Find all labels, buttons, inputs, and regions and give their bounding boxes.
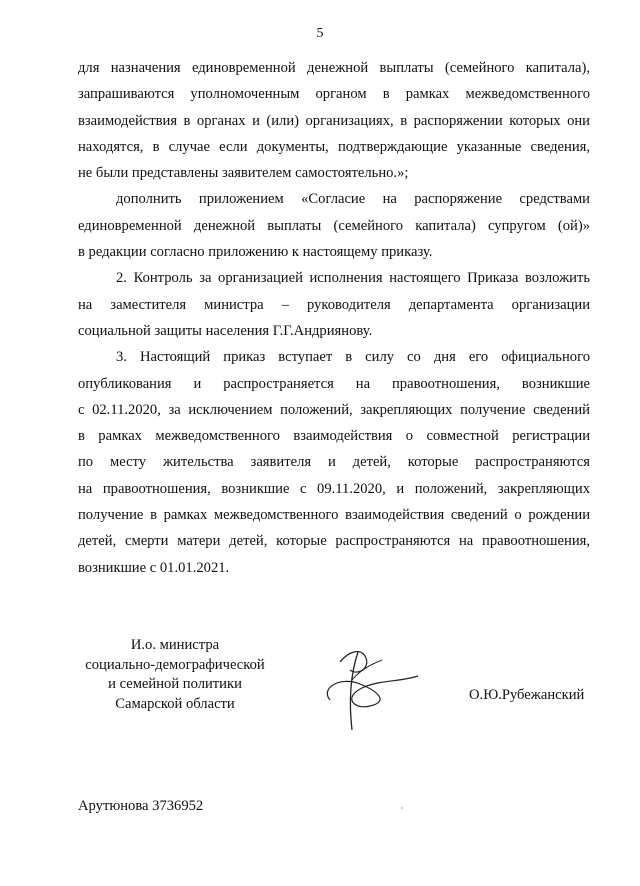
- text-line: находятся, в случае если документы, подтверждающие указанные сведения,: [78, 138, 590, 155]
- paragraph-item-2: [78, 265, 590, 344]
- text-line: социальной защиты населения Г.Г.Андриянову.: [78, 322, 373, 339]
- scan-artifact: [401, 807, 403, 809]
- signer-name: О.Ю.Рубежанский: [469, 687, 585, 703]
- executor-contact: Арутюнова 3736952: [78, 798, 204, 814]
- position-line: И.о. министра: [130, 637, 220, 653]
- text-line: в рамках межведомственного взаимодействия о совместной регистрации: [78, 428, 590, 445]
- text-line: в редакции согласно приложению к настоящему приказу.: [78, 244, 433, 261]
- text-line: 2. Контроль за организацией исполнения настоящего Приказа возложить: [116, 270, 590, 287]
- text-line: по месту жительства заявителя и детей, которые распространяются: [78, 454, 590, 471]
- position-line: социально-демографической: [85, 656, 265, 673]
- text-line: не были представлены заявителем самостоятельно.»;: [78, 165, 409, 182]
- text-line: взаимодействия в органах и (или) организациях, в распоряжении которых они: [78, 112, 590, 129]
- paragraph-item-3: [78, 344, 590, 581]
- text-line: с 02.11.2020, за исключением положений, закрепляющих получение сведений: [78, 401, 590, 418]
- text-line: на правоотношения, возникшие с 09.11.2020, и положений, закрепляющих: [78, 480, 590, 497]
- position-line: Самарской области: [115, 695, 235, 712]
- text-line: дополнить приложением «Согласие на распоряжение средствами: [116, 191, 590, 208]
- text-line: единовременной денежной выплаты (семейного капитала) супругом (ой)»: [78, 217, 590, 234]
- position-line: и семейной политики: [108, 676, 242, 692]
- text-line: для назначения единовременной денежной выплаты (семейного капитала),: [78, 60, 590, 76]
- text-line: на заместителя министра – руководителя департамента организации: [78, 296, 590, 313]
- text-line: опубликования и распространяется на правоотношения, возникшие: [78, 375, 590, 392]
- text-line: 3. Настоящий приказ вступает в силу со дня его официального: [116, 349, 590, 366]
- text-line: запрашиваются уполномоченным органом в рамках межведомственного: [78, 86, 590, 103]
- text-line: получение в рамках межведомственного взаимодействия сведений о рождении: [78, 507, 590, 524]
- page-number: 5: [316, 26, 324, 41]
- document-body: [78, 55, 590, 581]
- signatory-position: [60, 636, 290, 714]
- text-line: детей, смерти матери детей, которые распространяются на правоотношения,: [78, 533, 590, 550]
- paragraph-appendix: [78, 186, 590, 265]
- paragraph-continuation: [78, 55, 590, 186]
- handwritten-signature: [300, 640, 450, 740]
- text-line: возникшие с 01.01.2021.: [78, 559, 230, 576]
